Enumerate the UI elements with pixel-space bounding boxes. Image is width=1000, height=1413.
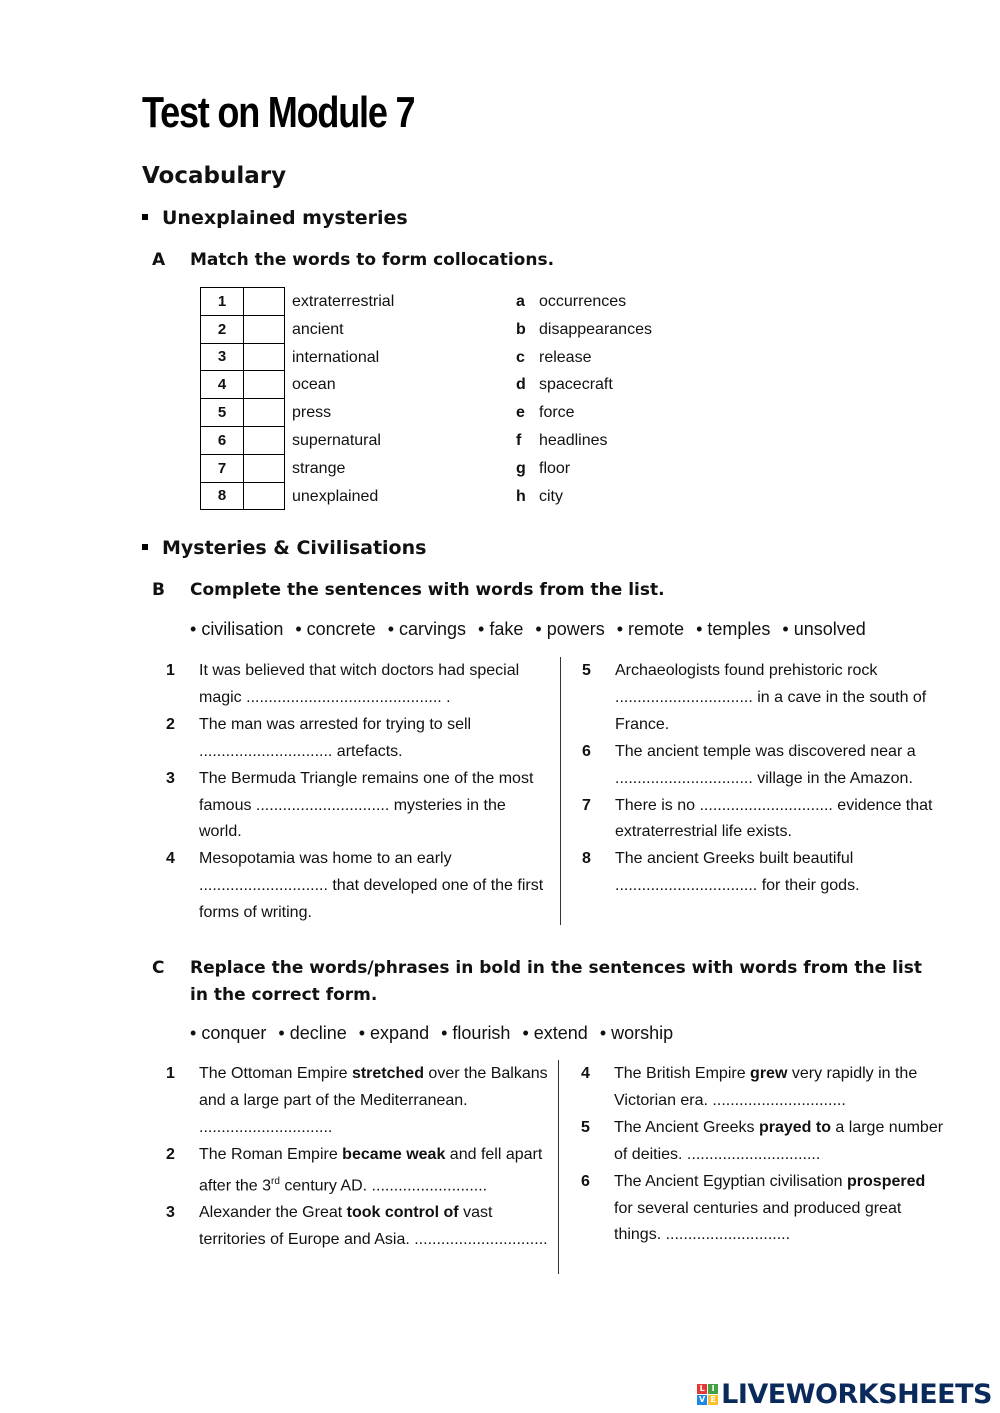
answer-box[interactable] — [244, 482, 285, 510]
word-bank-item: • extend — [510, 1023, 587, 1043]
left-word: extraterrestrial — [292, 293, 395, 310]
word-bank-item: • worship — [588, 1023, 673, 1043]
match-row — [201, 399, 285, 427]
sentence-text: The man was arrested for trying to sell .............................. artefacts. — [199, 715, 472, 760]
option-letter: f — [516, 431, 522, 449]
option-word: disappearances — [539, 320, 652, 338]
match-number: 1 — [201, 288, 244, 316]
left-word: international — [292, 348, 380, 366]
sentence-number: 6 — [582, 742, 591, 760]
sentence-c5: 5 The Ancient Greeks prayed to a large number of deities. .............................. — [581, 1118, 944, 1163]
sentence-c1: 1 The Ottoman Empire stretched over the Balkans and a large part of the Mediterranean. .............................. — [166, 1065, 548, 1136]
option-word: release — [539, 348, 592, 366]
left-word-list — [292, 288, 394, 510]
option-word: occurrences — [539, 293, 627, 310]
right-word — [510, 455, 652, 483]
option-word: city — [539, 487, 563, 505]
logo-tile: V — [699, 1394, 706, 1404]
sentence-item — [166, 846, 546, 927]
right-word — [510, 316, 652, 344]
word-bank-item: • expand — [347, 1023, 429, 1043]
match-number: 2 — [201, 315, 244, 343]
task-c-left-column — [166, 1061, 554, 1254]
word-bank-item: • remote — [605, 619, 684, 639]
option-letter: g — [516, 459, 526, 477]
match-row — [201, 426, 285, 454]
liveworksheets-logo[interactable]: L I V E LIVEWORKSHEETS — [699, 1378, 992, 1410]
option-word: spacecraft — [539, 376, 613, 394]
right-word — [510, 427, 652, 455]
option-word: force — [539, 404, 575, 422]
answer-box[interactable] — [244, 426, 285, 454]
match-number: 5 — [201, 399, 244, 427]
match-number: 8 — [201, 482, 244, 510]
match-row — [201, 288, 285, 316]
answer-box[interactable] — [244, 343, 285, 371]
match-row — [201, 454, 285, 482]
column-divider — [560, 657, 561, 925]
sentence-c6: 6 The Ancient Egyptian civilisation prospered for several centuries and produced great things. ............................ — [581, 1172, 926, 1244]
sentence-text: The ancient temple was discovered near a ............................... village in the Amazon. — [615, 742, 916, 787]
option-letter: b — [516, 320, 526, 338]
task-b-instruction: B Complete the sentences with words from the list. — [152, 580, 665, 600]
sentence-text: There is no .............................. evidence that extraterrestrial life exists. — [615, 796, 933, 841]
sentence-text: It was believed that witch doctors had special magic ............................................ . — [199, 662, 520, 706]
left-word: ocean — [292, 376, 336, 394]
match-row — [201, 482, 285, 510]
sentence-number: 1 — [166, 662, 175, 679]
subsection-unexplained-mysteries: Unexplained mysteries — [142, 207, 408, 229]
answer-box[interactable] — [244, 288, 285, 316]
word-bank-item: • powers — [523, 619, 604, 639]
square-bullet-icon — [142, 544, 148, 550]
word-bank-item: • decline — [266, 1023, 346, 1043]
left-word: supernatural — [292, 431, 381, 449]
sentence-number: 5 — [582, 662, 591, 679]
sentence-item — [582, 846, 942, 900]
option-letter: e — [516, 404, 525, 422]
sentence-item — [166, 766, 546, 847]
liveworksheets-logo-icon — [697, 1384, 718, 1405]
sentence-text: The Bermuda Triangle remains one of the most famous .............................. mysteries in the world. — [199, 769, 534, 841]
right-word-list — [510, 288, 652, 510]
task-a-instruction: A Match the words to form collocations. — [152, 250, 555, 270]
word-bank-item: • unsolved — [770, 619, 865, 639]
answer-box[interactable] — [244, 454, 285, 482]
sentence-c2: 2 The Roman Empire became weak and fell apart after the 3rd century AD. .......................... — [166, 1145, 543, 1194]
task-b-left-column — [166, 658, 546, 927]
word-bank-item: • concrete — [283, 619, 375, 639]
matching-answer-table — [200, 287, 285, 510]
word-bank-item: • carvings — [376, 619, 466, 639]
word-bank-item: • flourish — [429, 1023, 510, 1043]
word-bank-item: • fake — [466, 619, 523, 639]
word-bank-b — [190, 619, 866, 640]
right-word — [510, 371, 652, 399]
right-word — [510, 483, 652, 511]
option-letter: a — [516, 293, 525, 310]
match-number: 4 — [201, 371, 244, 399]
sentence-number: 8 — [582, 850, 591, 868]
section-heading-vocabulary: Vocabulary — [142, 163, 287, 189]
column-divider — [558, 1060, 559, 1274]
right-word — [510, 399, 652, 427]
sentence-number: 3 — [166, 769, 175, 787]
left-word: press — [292, 404, 332, 422]
sentence-c3: 3 Alexander the Great took control of vast territories of Europe and Asia. .............................. — [166, 1203, 548, 1248]
option-word: headlines — [539, 431, 608, 449]
sentence-number: 7 — [582, 796, 591, 814]
sentence-item — [166, 658, 546, 712]
sentence-item — [582, 739, 942, 793]
sentence-item — [582, 658, 942, 739]
task-c-instruction: C Replace the words/phrases in bold in the sentences with words from the list in the correct form. — [152, 958, 922, 1005]
word-bank-item: • conquer — [190, 1023, 266, 1043]
sentence-text: Archaeologists found prehistoric rock ............................... in a cave in the south of France. — [615, 662, 927, 733]
word-bank-item: • civilisation — [190, 619, 283, 639]
sentence-c4: 4 The British Empire grew very rapidly in the Victorian era. .............................. — [581, 1065, 918, 1109]
task-b-right-column — [582, 658, 942, 900]
answer-box[interactable] — [244, 371, 285, 399]
sentence-number: 2 — [166, 715, 175, 733]
match-number: 3 — [201, 343, 244, 371]
match-row — [201, 371, 285, 399]
logo-tile: I — [708, 1384, 718, 1394]
square-bullet-icon — [142, 214, 148, 220]
option-word: floor — [539, 459, 571, 477]
right-word — [510, 288, 652, 316]
match-row — [201, 315, 285, 343]
match-number: 7 — [201, 454, 244, 482]
logo-tile: E — [708, 1395, 718, 1405]
word-bank-item: • temples — [684, 619, 770, 639]
option-letter: h — [516, 487, 526, 505]
sentence-text: The ancient Greeks built beautiful ................................ for their gods. — [615, 850, 860, 895]
right-word — [510, 344, 652, 372]
sentence-text: Mesopotamia was home to an early ............................. that developed one of the first forms of writing. — [199, 850, 544, 922]
left-word: strange — [292, 459, 346, 477]
left-word: ancient — [292, 320, 344, 338]
sentence-number: 4 — [166, 850, 175, 868]
sentence-item — [166, 712, 546, 766]
page-title: Test on Module 7 — [142, 88, 415, 137]
answer-box[interactable] — [244, 315, 285, 343]
option-letter: d — [516, 376, 526, 394]
left-word: unexplained — [292, 487, 379, 505]
match-number: 6 — [201, 426, 244, 454]
word-bank-c — [190, 1023, 673, 1044]
task-c-right-column — [581, 1061, 946, 1249]
logo-tile: L — [697, 1384, 707, 1394]
option-letter: c — [516, 348, 525, 366]
subsection-mysteries-civilisations: Mysteries & Civilisations — [142, 537, 426, 559]
answer-box[interactable] — [244, 399, 285, 427]
sentence-item — [582, 793, 942, 847]
match-row — [201, 343, 285, 371]
